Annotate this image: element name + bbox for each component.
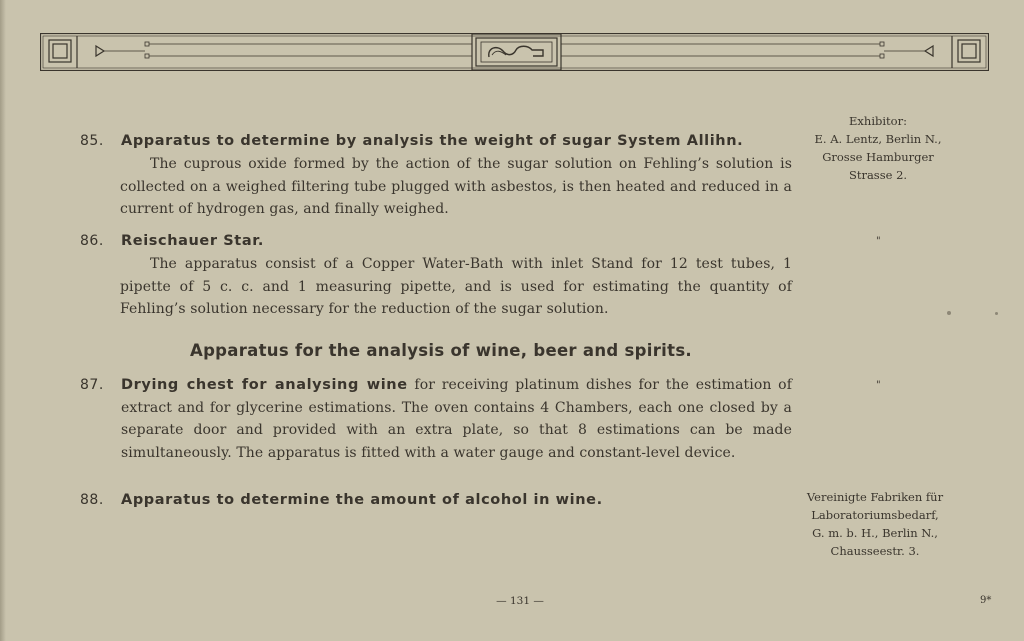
entry-description: [121, 374, 792, 464]
entry-heading: Drying chest for analysing wine: [121, 377, 408, 393]
page-edge: [0, 0, 6, 641]
entry-number: 87.: [80, 377, 104, 393]
catalog-entry: [80, 233, 792, 323]
ditto-mark: ": [876, 380, 881, 391]
exhibitor-line: G. m. b. H., Berlin N.,: [812, 526, 938, 540]
exhibitor-note: [800, 488, 950, 560]
entry-body: for receiving platinum dishes for the estimation of extract and for glycerine estimations. The oven contains 4 Chambers, each one closed by a separate door and provided with an extra plate, so that 8 estimations can be made simultaneously. The apparatus is fitted with a water gauge and constant-level device.: [121, 377, 792, 461]
header-ornament: [40, 33, 989, 71]
sheet-signature: 9*: [980, 595, 992, 606]
paper-speck: [947, 311, 951, 315]
entry-body: The apparatus consist of a Copper Water-Bath with inlet Stand for 12 test tubes, 1 pipette of 5 c. c. and 1 measuring pipette, and is used for estimating the quantity of Fehling’s solution necessary for the reduction of the sugar solution.: [120, 256, 792, 317]
section-title: Apparatus for the analysis of wine, beer and spirits.: [190, 341, 693, 360]
exhibitor-line: Chausseestr. 3.: [830, 544, 920, 558]
exhibitor-label: Exhibitor:: [849, 114, 907, 128]
page-number: — 131 —: [496, 595, 544, 607]
paper-speck: [995, 312, 998, 315]
exhibitor-line: Strasse 2.: [848, 168, 908, 182]
entry-number: 88.: [80, 492, 104, 508]
entry-heading: Apparatus to determine the amount of alcohol in wine.: [121, 492, 603, 508]
exhibitor-line: Laboratoriumsbedarf,: [811, 508, 939, 522]
ditto-mark: ": [876, 236, 881, 247]
entry-description: [120, 253, 792, 321]
entry-description: [120, 153, 792, 221]
catalog-entry: [80, 377, 792, 489]
entry-heading: Reischauer Star.: [121, 233, 265, 249]
entry-number: 86.: [80, 233, 104, 249]
exhibitor-line: E. A. Lentz, Berlin N.,: [814, 132, 942, 146]
catalog-entry: [80, 133, 792, 223]
exhibitor-note: [803, 112, 953, 184]
entry-body: The cuprous oxide formed by the action of the sugar solution on Fehling’s solution is collected on a weighed filtering tube plugged with asbestos, is then heated and reduced in a current of hydrogen gas, and finally weighed.: [120, 156, 792, 217]
entry-number: 85.: [80, 133, 104, 149]
exhibitor-line: Vereinigte Fabriken für: [806, 490, 944, 504]
catalog-entry: [80, 492, 792, 512]
exhibitor-line: Grosse Hamburger: [822, 150, 934, 164]
entry-heading: Apparatus to determine by analysis the weight of sugar System Allihn.: [121, 133, 744, 149]
